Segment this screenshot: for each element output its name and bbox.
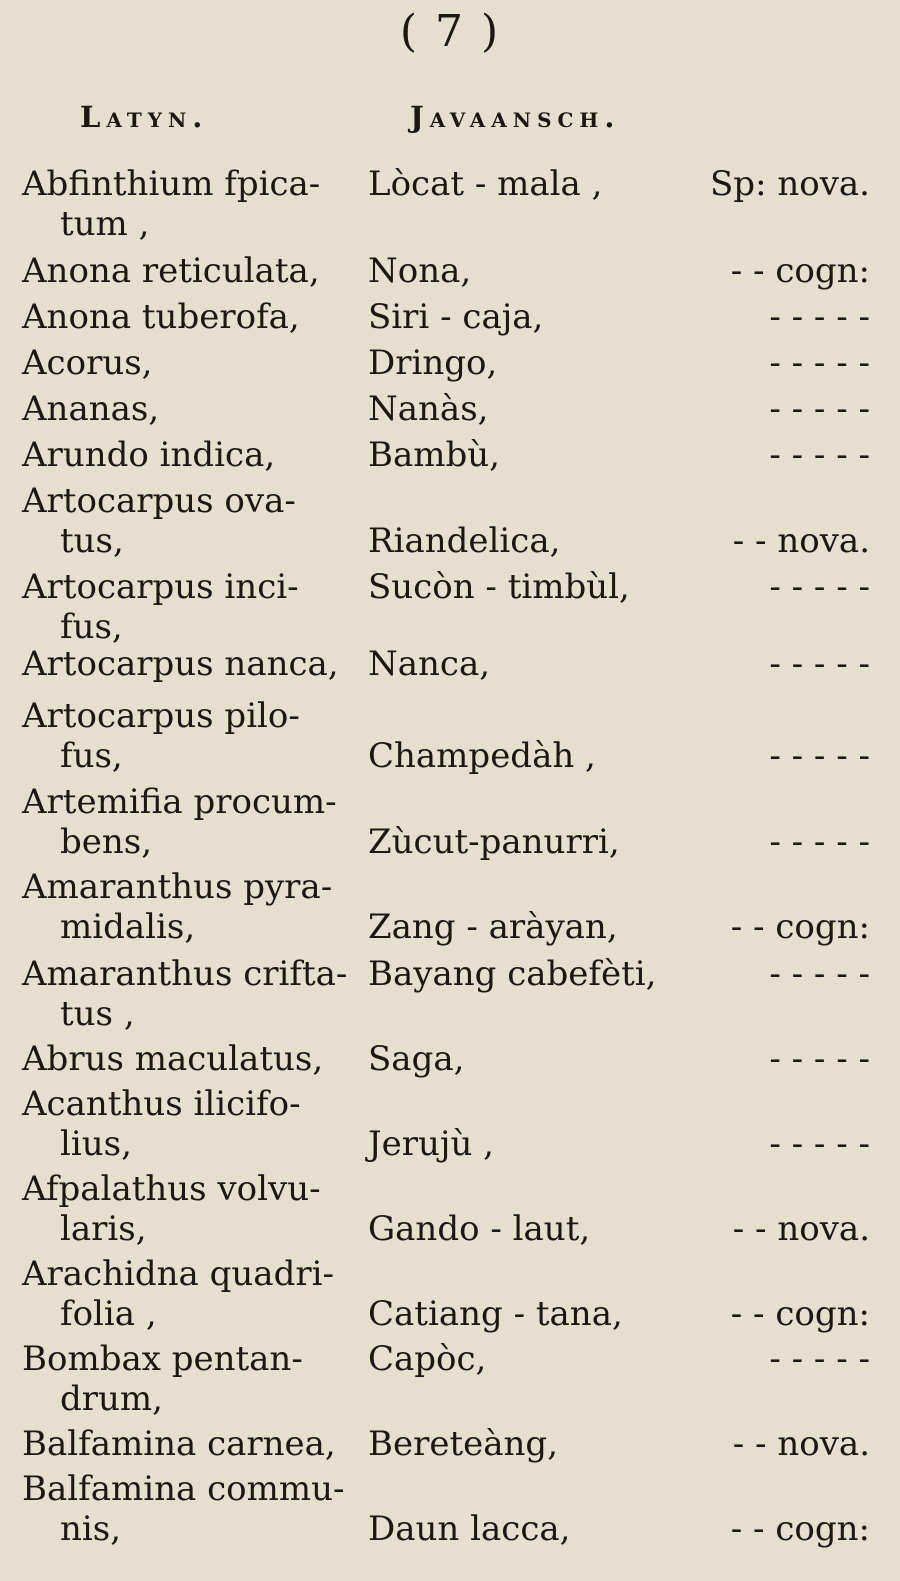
javanese-name: Nanca,: [368, 644, 491, 684]
latin-name: Artocarpus ova-: [22, 481, 296, 521]
latin-name: Amaranthus pyra-: [22, 867, 333, 907]
species-note: - - - - -: [769, 954, 870, 994]
species-note: - - - - -: [769, 297, 870, 337]
species-note: - - - - -: [769, 343, 870, 383]
latin-name: Amaranthus crifta-: [22, 954, 348, 994]
species-note: - - cogn:: [730, 251, 870, 291]
latin-name-continuation: bens,: [60, 822, 153, 862]
latin-name-continuation: tus,: [60, 521, 124, 561]
entry-row: [0, 1255, 900, 1345]
latin-name: Artocarpus inci-: [22, 567, 299, 607]
species-note: - - - - -: [769, 1124, 870, 1164]
javanese-name: Catiang - tana,: [368, 1294, 623, 1334]
species-note: - - - - -: [769, 736, 870, 776]
javanese-name: Bayang cabefèti,: [368, 954, 657, 994]
species-note: - - - - -: [769, 644, 870, 684]
species-note: - - cogn:: [730, 1294, 870, 1334]
entry-row: [0, 1170, 900, 1260]
entry-row: [0, 1340, 900, 1430]
species-note: - - - - -: [769, 435, 870, 475]
javanese-name: Gando - laut,: [368, 1209, 591, 1249]
javanese-name: Bereteàng,: [368, 1424, 559, 1464]
entry-row: [0, 955, 900, 1045]
latin-name: Afpalathus volvu-: [22, 1169, 321, 1209]
latin-name-continuation: nis,: [60, 1509, 122, 1549]
latin-name-continuation: fus,: [60, 607, 123, 647]
javanese-name: Capòc,: [368, 1339, 487, 1379]
latin-name-continuation: laris,: [60, 1209, 147, 1249]
latin-name: Acorus,: [22, 343, 153, 383]
latin-name: Abfinthium fpica-: [22, 164, 321, 204]
latin-name-continuation: fus,: [60, 736, 123, 776]
latin-name-continuation: drum,: [60, 1379, 163, 1419]
species-note: - - - - -: [769, 389, 870, 429]
entry-row: [0, 482, 900, 572]
javanese-name: Lòcat - mala ,: [368, 164, 603, 204]
javanese-name: Daun lacca,: [368, 1509, 571, 1549]
species-note: - - - - -: [769, 822, 870, 862]
entry-row: [0, 1085, 900, 1175]
page-number: ( 7 ): [399, 6, 501, 57]
javanese-name: Champedàh ,: [368, 736, 596, 776]
latin-name: Arachidna quadri-: [22, 1254, 334, 1294]
species-note: - - nova.: [732, 521, 870, 561]
javanese-name: Saga,: [368, 1039, 465, 1079]
species-note: - - - - -: [769, 567, 870, 607]
latin-name: Artocarpus nanca,: [22, 644, 339, 684]
latin-name: Anona reticulata,: [22, 251, 320, 291]
javanese-name: Sucòn - timbùl,: [368, 567, 630, 607]
entry-row: [0, 783, 900, 873]
entry-row: [0, 165, 900, 255]
latin-column-header: Latyn.: [80, 100, 209, 134]
species-note: - - - - -: [769, 1339, 870, 1379]
species-note: - - nova.: [732, 1424, 870, 1464]
species-note: - - cogn:: [730, 1509, 870, 1549]
latin-name: Artemifia procum-: [22, 782, 337, 822]
latin-name: Artocarpus pilo-: [22, 696, 300, 736]
javanese-name: Siri - caja,: [368, 297, 544, 337]
latin-name: Balfamina carnea,: [22, 1424, 336, 1464]
latin-name-continuation: tum ,: [60, 204, 150, 244]
latin-name: Abrus maculatus,: [22, 1039, 324, 1079]
javanese-name: Jerujù ,: [368, 1124, 494, 1164]
javanese-name: Nanàs,: [368, 389, 489, 429]
entry-row: [0, 1470, 900, 1560]
entry-row: [0, 697, 900, 787]
latin-name: Anona tuberofa,: [22, 297, 300, 337]
species-note: Sp: nova.: [710, 164, 870, 204]
latin-name-continuation: folia ,: [60, 1294, 157, 1334]
species-note: - - - - -: [769, 1039, 870, 1079]
species-note: - - cogn:: [730, 907, 870, 947]
species-note: - - nova.: [732, 1209, 870, 1249]
latin-name: Balfamina commu-: [22, 1469, 345, 1509]
javanese-name: Riandelica,: [368, 521, 561, 561]
javanese-name: Zùcut-panurri,: [368, 822, 620, 862]
latin-name-continuation: tus ,: [60, 994, 135, 1034]
entry-row: [0, 868, 900, 958]
latin-name-continuation: lius,: [60, 1124, 132, 1164]
latin-name: Ananas,: [22, 389, 160, 429]
javanese-column-header: Javaansch.: [410, 100, 621, 134]
javanese-name: Dringo,: [368, 343, 498, 383]
javanese-name: Zang - aràyan,: [368, 907, 618, 947]
javanese-name: Nona,: [368, 251, 472, 291]
latin-name: Arundo indica,: [22, 435, 276, 475]
latin-name: Bombax pentan-: [22, 1339, 303, 1379]
javanese-name: Bambù,: [368, 435, 500, 475]
latin-name-continuation: midalis,: [60, 907, 196, 947]
latin-name: Acanthus ilicifo-: [22, 1084, 301, 1124]
